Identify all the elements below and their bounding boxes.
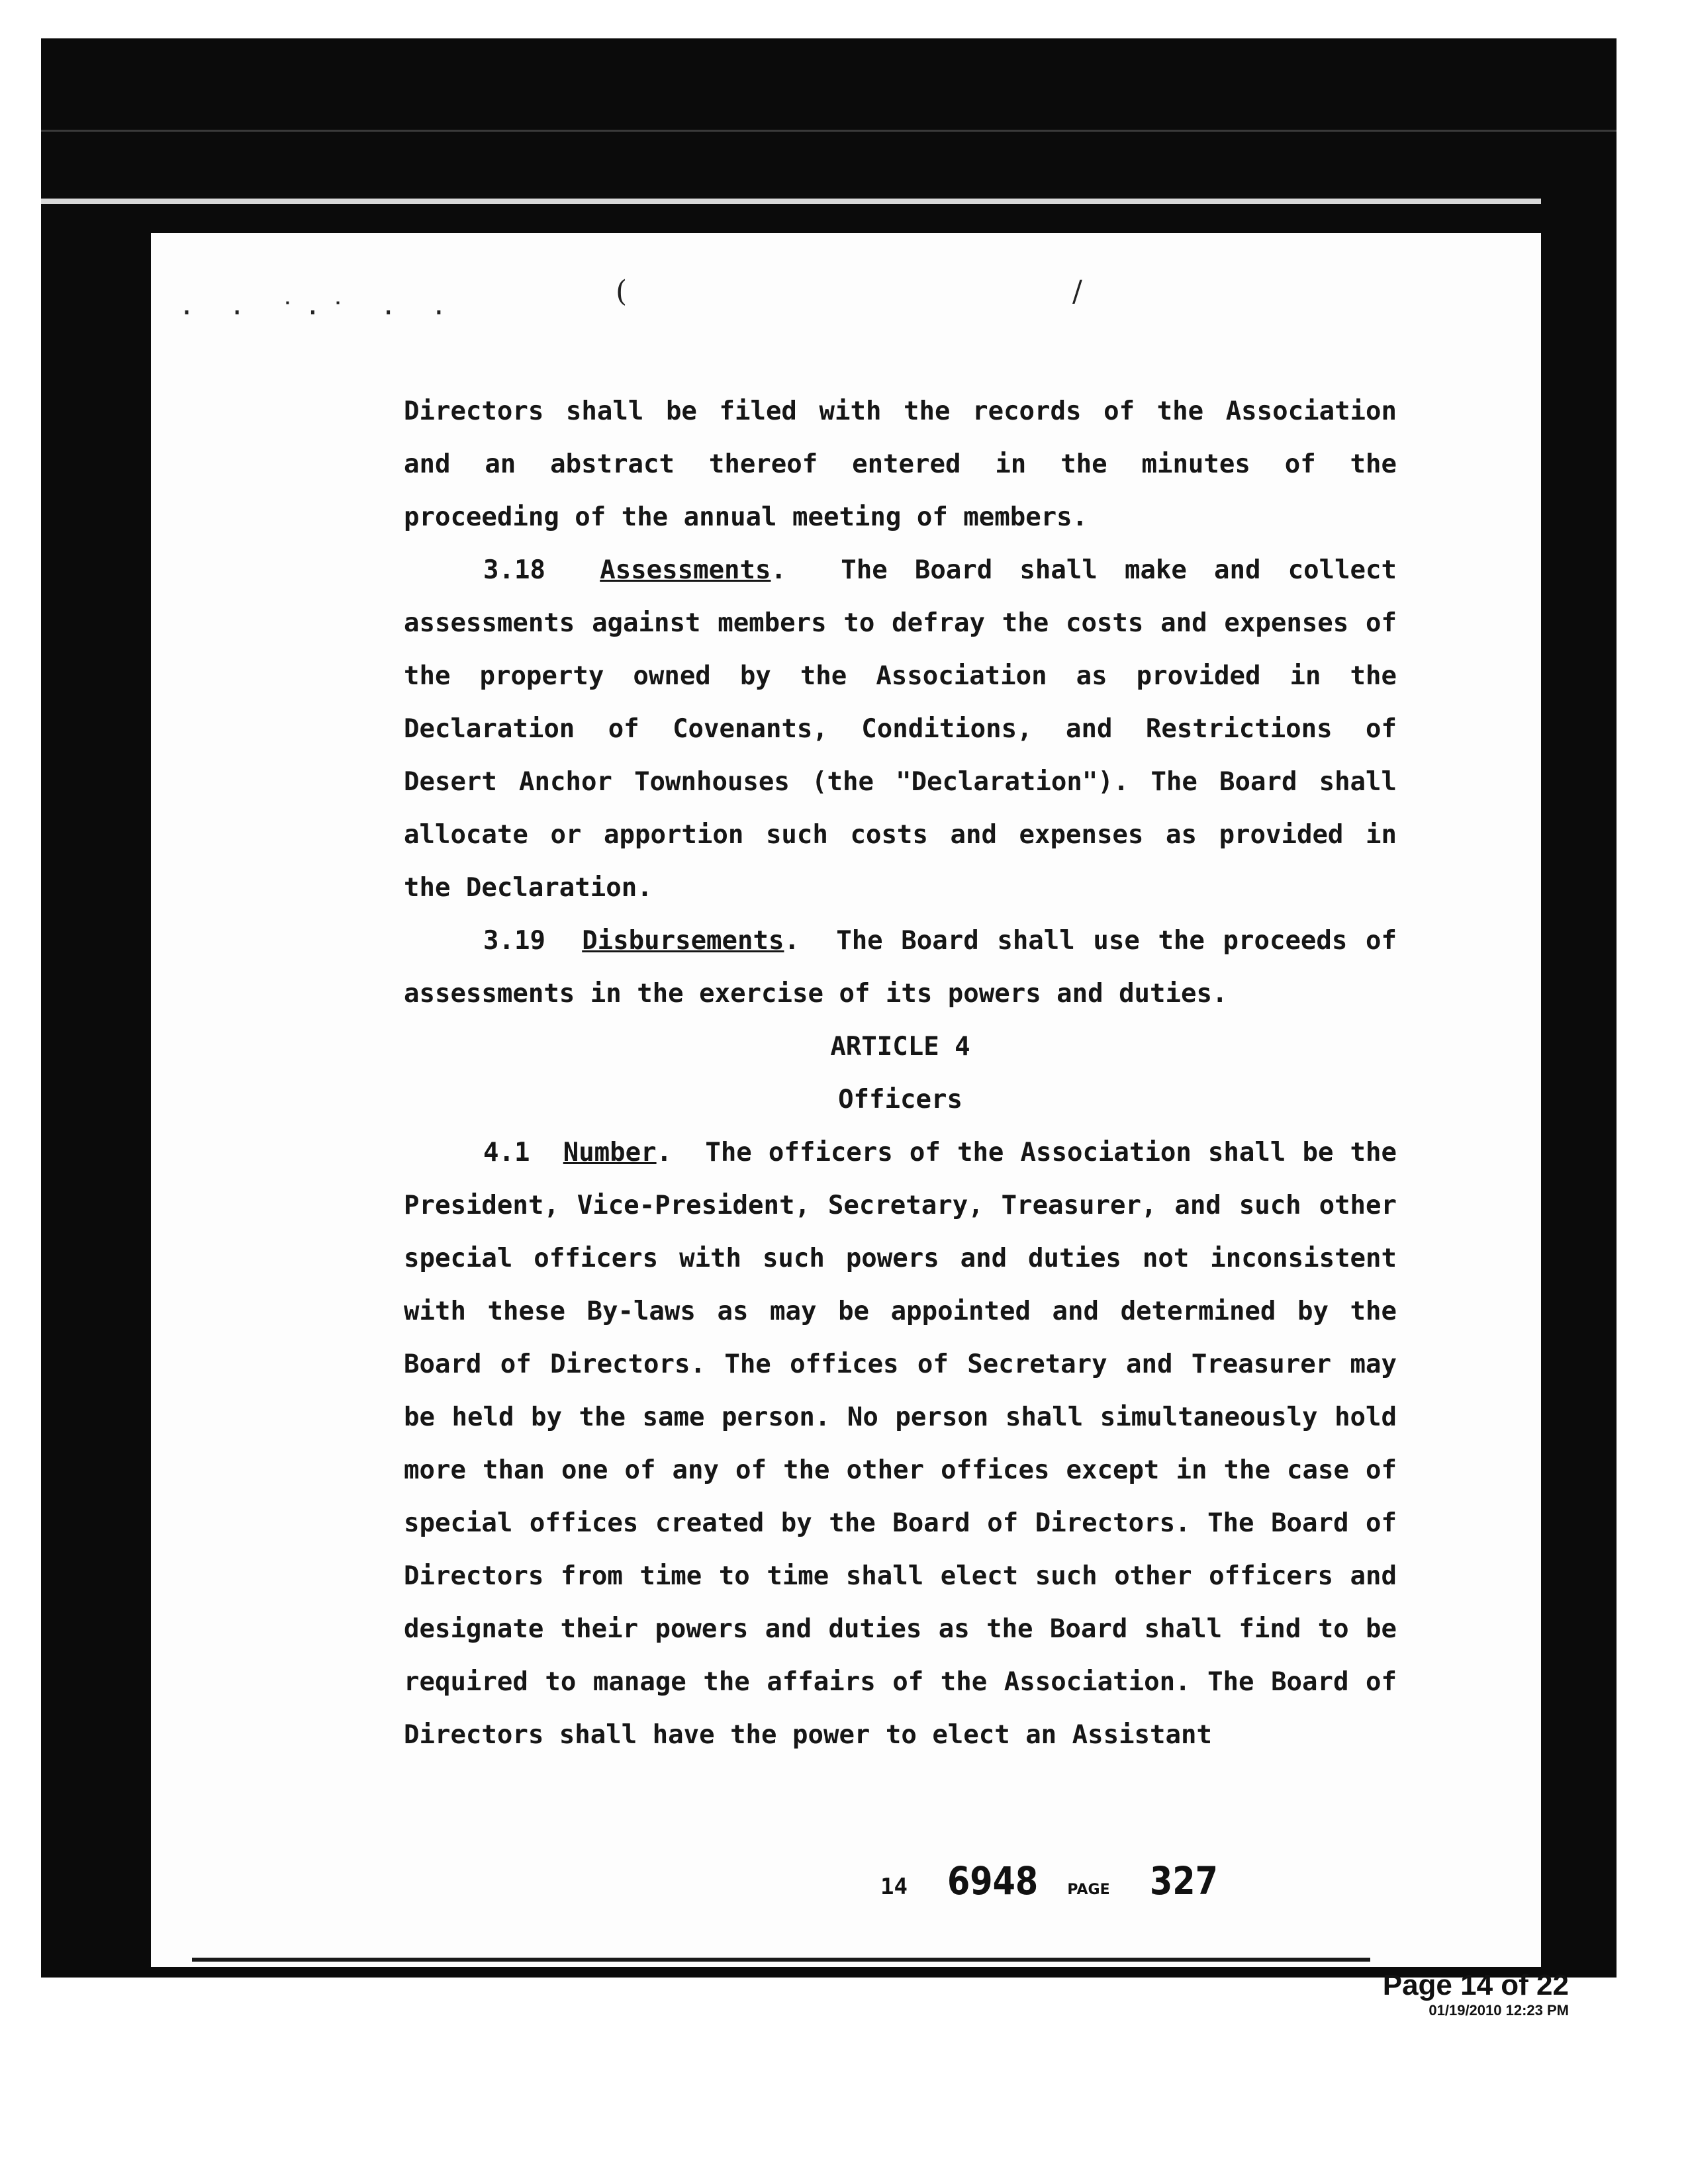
section-number: 3.19 xyxy=(483,926,545,956)
print-stamp xyxy=(1383,1969,1569,2019)
section-heading: Disbursements xyxy=(582,926,784,956)
page-footer xyxy=(880,1858,1230,1911)
scan-band-light xyxy=(41,199,1617,204)
print-timestamp: 01/19/2010 12:23 PM xyxy=(1429,2002,1569,2019)
section-number: 4.1 xyxy=(483,1138,530,1167)
section-text: The officers of the Association shall be the President, Vice-President, Secretary, Treasurer, and such other special officers with such powers and duties not inconsistent with these By-laws as may be appointed and determined by the Board of Directors. The offices of Secretary and Treasurer may be held by the same person. No person shall simultaneously hold more than one of any of the other offices except in the case of special offices created by the Board of Directors. The Board of Directors from time to time shall elect such other officers and designate their powers and duties as the Board shall find to be required to manage the affairs of the Association. The Board of Directors shall have the power to elect an Assistant xyxy=(404,1138,1397,1750)
book-number: 6948 xyxy=(947,1858,1039,1903)
article-title: Officers xyxy=(838,1085,962,1115)
scan-band-line xyxy=(41,130,1617,132)
scan-right-strip xyxy=(1541,199,1617,1978)
margin-tick-icon: / xyxy=(1072,275,1082,308)
page-word: PAGE xyxy=(1067,1882,1110,1898)
section-3-19: 3.19 Disbursements. The Board shall use the proceeds of assessments in the exercise of its powers and duties. xyxy=(404,926,1397,1009)
scan-speckle-icon: · · ˙·˙ · · xyxy=(179,298,456,328)
section-heading: Assessments xyxy=(600,555,771,585)
document-body xyxy=(404,385,1397,1762)
section-3-18: 3.18 Assessments. The Board shall make and collect assessments against members to defray the costs and expenses of the property owned by the Association as provided in the Declaration of Covenants, Conditions, and Restrictions of Desert Anchor Townhouses (the "Declaration"). The Board shall allocate or apportion such costs and expenses as provided in the Declaration. xyxy=(404,555,1397,903)
section-text: The Board shall use the proceeds of assessments in the exercise of its powers and duties. xyxy=(404,926,1397,1009)
page-reference: 327 xyxy=(1149,1858,1218,1903)
margin-tick-icon: ( xyxy=(616,275,628,308)
article-heading: ARTICLE 4 xyxy=(830,1032,970,1062)
section-text: The Board shall make and collect assessments against members to defray the costs and expenses of the property owned by the Association as provided in the Declaration of Covenants, Conditions, and Restrictions of Desert Anchor Townhouses (the "Declaration"). The Board shall allocate or apportion such costs and expenses as provided in the Declaration. xyxy=(404,555,1397,903)
section-heading: Number xyxy=(563,1138,657,1167)
page-number: 14 xyxy=(880,1874,908,1900)
section-number: 3.18 xyxy=(483,555,545,585)
section-4-1: 4.1 Number. The officers of the Association shall be the President, Vice-President, Secretary, Treasurer, and such other special officers with such powers and duties not inconsistent with these By-laws as may be appointed and determined by the Board of Directors. The offices of Secretary and Treasurer may be held by the same person. No person shall simultaneously hold more than one of any of the other offices except in the case of special offices created by the Board of Directors. The Board of Directors from time to time shall elect such other officers and designate their powers and duties as the Board shall find to be required to manage the affairs of the Association. The Board of Directors shall have the power to elect an Assistant xyxy=(404,1138,1397,1750)
paragraph-continuation: Directors shall be filed with the records of the Association and an abstract thereof entered in the minutes of the proceeding of the annual meeting of members. xyxy=(404,396,1397,532)
page-of-counter: Page 14 of 22 xyxy=(1382,1969,1569,2001)
paper-bottom-edge xyxy=(192,1958,1370,1962)
